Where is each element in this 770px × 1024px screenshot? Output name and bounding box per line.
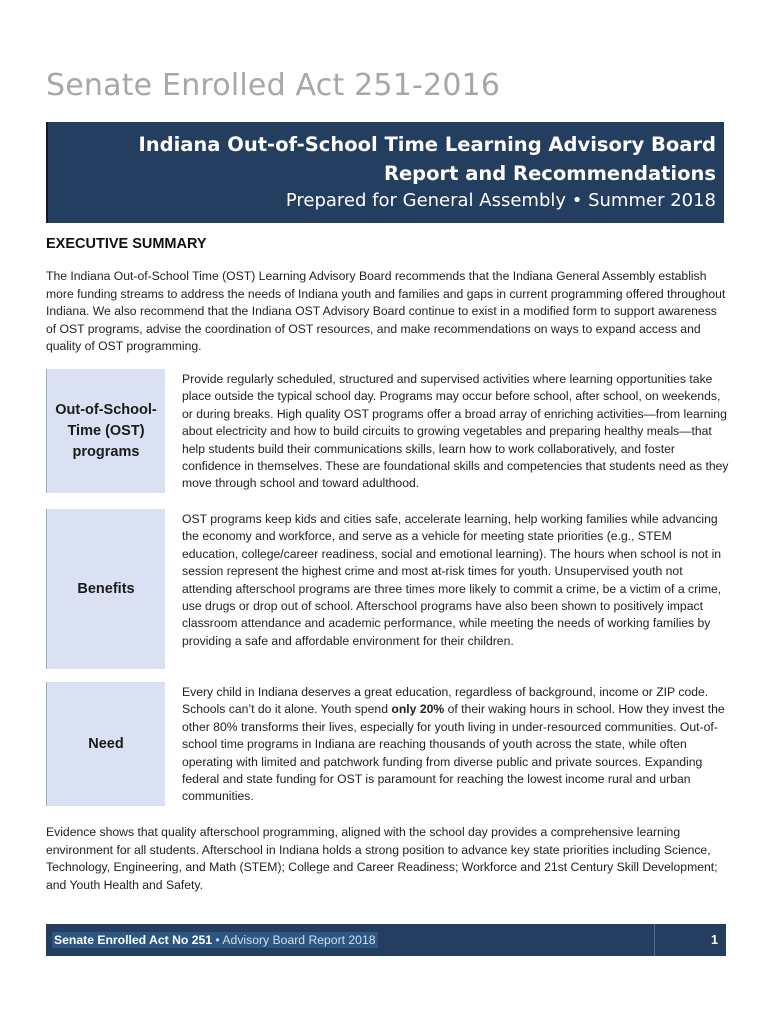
footer-report-name: • Advisory Board Report 2018 <box>212 933 376 947</box>
footer-divider <box>654 924 655 956</box>
banner-subtitle: Prepared for General Assembly • Summer 2018 <box>285 190 716 211</box>
benefits-box <box>46 509 165 669</box>
closing-paragraph: Evidence shows that quality afterschool programming, aligned with the school day provides a comprehensive learning environment for all students. Afterschool in Indiana holds a strong position to advance key state priorities including Science, Technology, Engineering, and Math (STEM); College and Career Readiness; Workforce and 21st Century Skill Development; and Youth Health and Safety. <box>46 825 718 892</box>
page-footer <box>46 924 726 956</box>
box-label-benefits: Benefits <box>77 580 135 597</box>
box-label-ost-programs: Out-of-School-Time (OST) programs <box>55 401 157 460</box>
intro-paragraph: The Indiana Out-of-School Time (OST) Learning Advisory Board recommends that the Indiana General Assembly establish more funding streams to address the needs of Indiana youth and families and gaps in current programming offered throughout Indiana. We also recommend that the Indiana OST Advisory Board continue to exist in a modified form to support awareness of OST programs, advise the coordination of OST resources, and make recommendations on ways to expand access and quality of OST programming. <box>46 269 726 354</box>
page-number: 1 <box>711 933 718 947</box>
need-box <box>46 682 165 806</box>
need-text-emphasis: only 20% <box>391 702 445 717</box>
box-label-need: Need <box>88 735 124 752</box>
banner-title-line1: Indiana Out-of-School Time Learning Advisory Board <box>138 133 716 156</box>
footer-act-name: Senate Enrolled Act No 251 <box>54 933 213 947</box>
banner-title-line2: Report and Recommendations <box>383 162 716 185</box>
footer-title <box>52 932 378 948</box>
section-heading: EXECUTIVE SUMMARY <box>46 236 207 252</box>
title-banner <box>46 122 724 223</box>
need-text-start: Every child in Indiana deserves a great education, regardless of background, income or ZIP code. Schools can’t do it alone. Youth spend <box>182 685 709 717</box>
document-heading: Senate Enrolled Act 251-2016 <box>46 68 501 103</box>
ost-programs-text: Provide regularly scheduled, structured and supervised activities where learning opportunities take place outside the typical school day. Programs may occur before school, after school, on weekends, or during breaks. High quality OST programs offer a broad array of enriching activities—from learning about electricity and how to build circuits to growing vegetables and preparing healthy meals—that help students build their communications skills, learn how to work collaboratively, and foster confidence in themselves. These are foundational skills and competencies that students need as they move through school and toward adulthood. <box>182 372 729 491</box>
ost-programs-box <box>46 369 165 493</box>
benefits-text: OST programs keep kids and cities safe, accelerate learning, help working families while advancing the economy and workforce, and serve as a vehicle for meeting state priorities (e.g., STEM education, college/career readiness, social and emotional learning). The hours when school is not in session represent the highest crime and most at-risk times for youth. Unsupervised youth not attending afterschool programs are three times more likely to commit a crime, be a victim of a crime, use drugs or drop out of school. Afterschool programs have also been shown to positively impact classroom attendance and academic performance, while meeting the needs of working families by providing a safe and affordable environment for their children. <box>182 512 722 648</box>
need-text <box>182 684 730 806</box>
need-text-end: of their waking hours in school. How they invest the other 80% transforms their lives, especially for youth living in under-resourced communities. Out-of-school time programs in Indiana are reaching thousands of youth across the state, while often operating with limited and patchwork funding from diverse public and private sources. Expanding federal and state funding for OST is paramount for reaching the lowest income rural and urban communities. <box>182 702 725 804</box>
